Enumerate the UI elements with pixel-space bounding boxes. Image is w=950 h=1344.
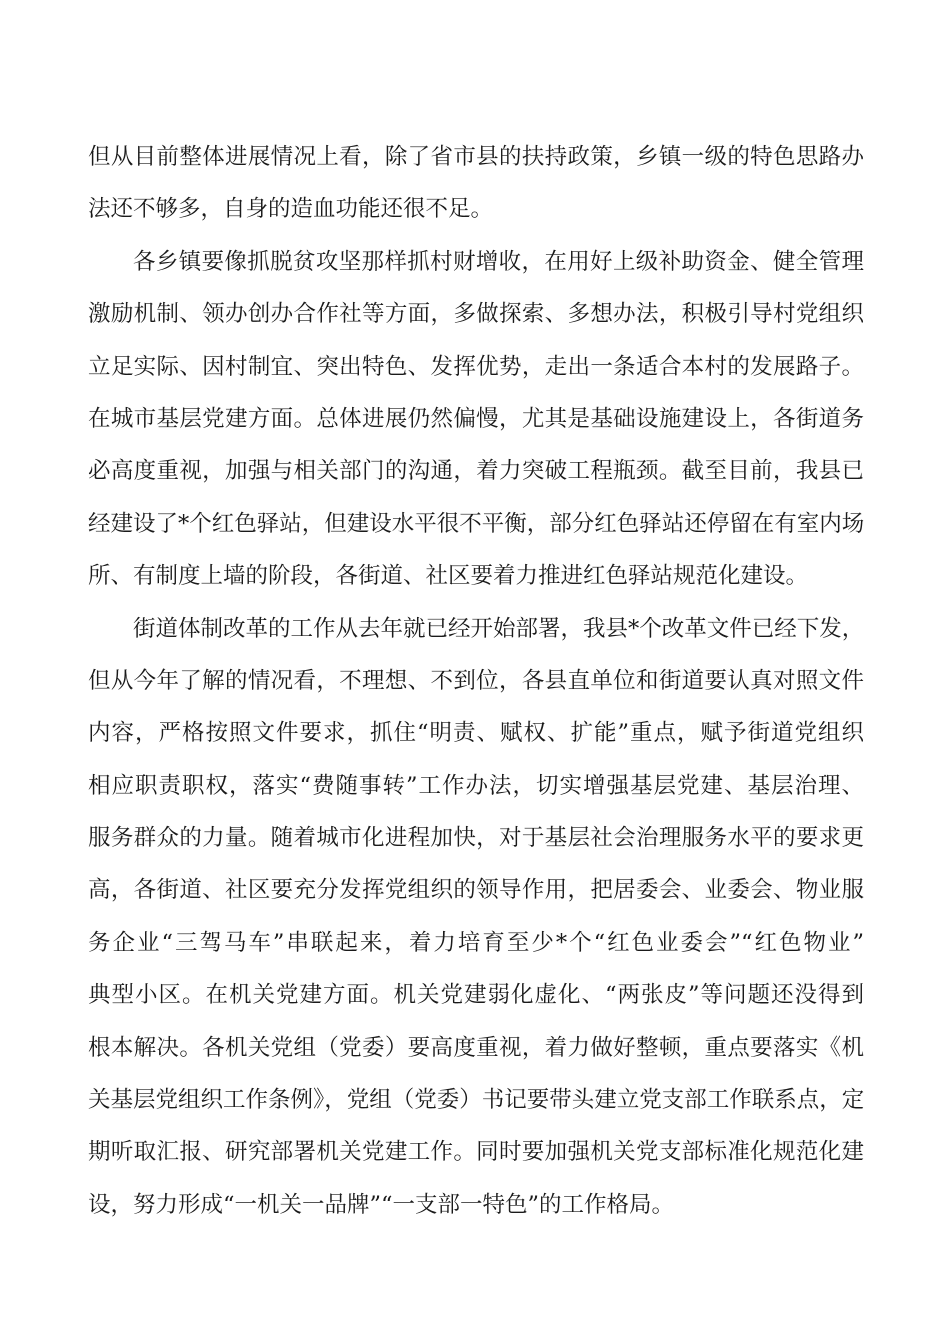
text-line: 但从目前整体进展情况上看，除了省市县的扶持政策，乡镇一级的特色思路办 [88, 144, 864, 170]
text-line: 经建设了*个红色驿站，但建设水平很不平衡，部分红色驿站还停留在有室内场 [88, 510, 864, 537]
paragraph-first-line: 街道体制改革的工作从去年就已经开始部署，我县*个改革文件已经下发， [133, 615, 864, 642]
text-line: 典型小区。在机关党建方面。机关党建弱化虚化、“两张皮”等问题还没得到 [88, 982, 864, 1009]
text-line: 激励机制、领办创办合作社等方面，多做探索、多想办法，积极引导村党组织 [88, 301, 864, 328]
text-line: 高，各街道、社区要充分发挥党组织的领导作用，把居委会、业委会、物业服 [88, 877, 864, 904]
text-line: 立足实际、因村制宜、突出特色、发挥优势，走出一条适合本村的发展路子。 [88, 353, 864, 380]
text-line: 法还不够多，自身的造血功能还很不足。 [88, 196, 494, 223]
text-line: 内容，严格按照文件要求，抓住“明责、赋权、扩能”重点，赋予街道党组织 [88, 720, 864, 747]
text-line: 务企业“三驾马车”串联起来，着力培育至少*个“红色业委会”“红色物业” [88, 929, 864, 956]
text-line: 相应职责职权，落实“费随事转”工作办法，切实增强基层党建、基层治理、 [88, 772, 864, 799]
text-line: 期听取汇报、研究部署机关党建工作。同时要加强机关党支部标准化规范化建 [88, 1139, 864, 1166]
body-text [88, 131, 864, 1231]
text-line: 必高度重视，加强与相关部门的沟通，着力突破工程瓶颈。截至目前，我县已 [88, 458, 864, 485]
text-line: 服务群众的力量。随着城市化进程加快，对于基层社会治理服务水平的要求更 [88, 825, 864, 852]
text-line: 设，努力形成“一机关一品牌”“一支部一特色”的工作格局。 [88, 1191, 675, 1218]
text-line: 但从今年了解的情况看，不理想、不到位，各县直单位和街道要认真对照文件 [88, 667, 864, 694]
paragraph-first-line: 各乡镇要像抓脱贫攻坚那样抓村财增收，在用好上级补助资金、健全管理 [133, 248, 864, 275]
text-line: 根本解决。各机关党组（党委）要高度重视，着力做好整顿，重点要落实《机 [88, 1034, 864, 1061]
text-line: 关基层党组织工作条例》，党组（党委）书记要带头建立党支部工作联系点，定 [88, 1087, 864, 1114]
text-line: 在城市基层党建方面。总体进展仍然偏慢，尤其是基础设施建设上，各街道务 [88, 405, 864, 432]
text-line: 所、有制度上墙的阶段，各街道、社区要着力推进红色驿站规范化建设。 [88, 563, 809, 590]
